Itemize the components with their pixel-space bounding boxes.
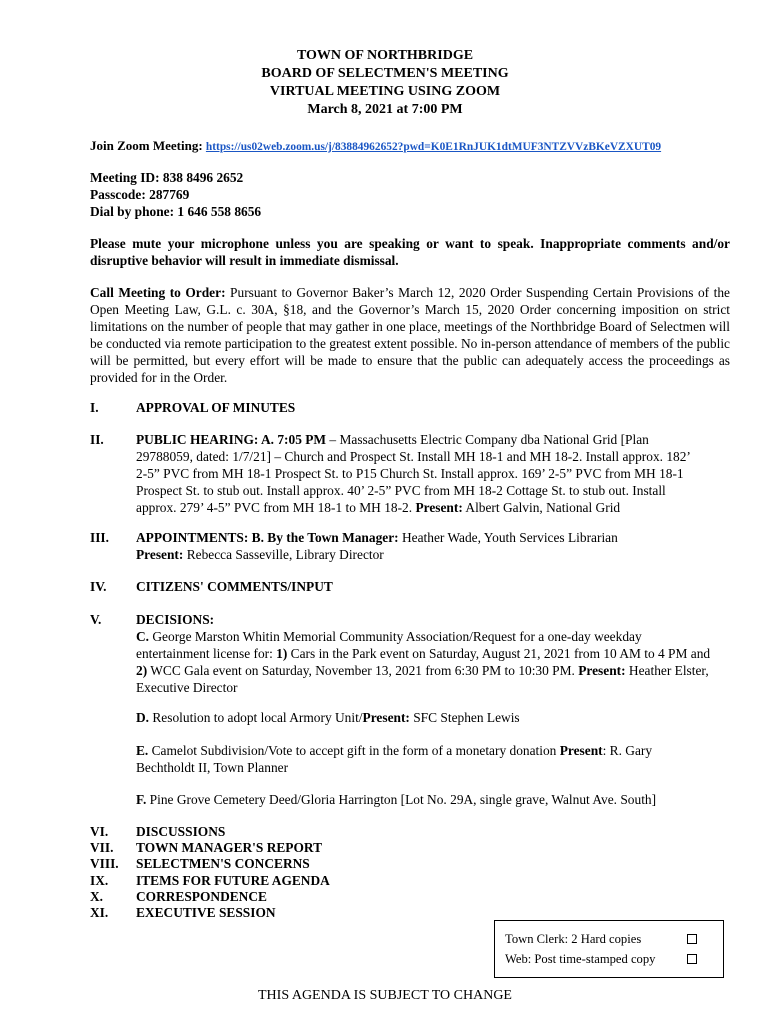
decision-f (136, 791, 756, 808)
decision-d-label: D. (136, 710, 150, 725)
public-hearing-title: PUBLIC HEARING: A. 7:05 PM (136, 432, 327, 447)
town-title: TOWN OF NORTHBRIDGE (296, 48, 474, 63)
appointments-text: Heather Wade, Youth Services Librarian (398, 530, 618, 545)
appointments-title: APPOINTMENTS: B. By the Town Manager: (136, 530, 399, 545)
appointments-present-label: Present: (136, 547, 184, 562)
appointments-line (136, 529, 736, 546)
item-title-citizens-comments: CITIZENS' COMMENTS/INPUT (136, 579, 333, 594)
decision-e-present: : R. Gary Bechtholdt II, Town Planner (136, 743, 653, 775)
item-title-executive-session: EXECUTIVE SESSION (136, 905, 276, 920)
item-number-vii: VII. (90, 840, 114, 855)
decision-c-present-label: Present: (578, 663, 626, 678)
decision-d-text: Resolution to adopt local Armory Unit/ (149, 710, 363, 725)
item-title-future-agenda: ITEMS FOR FUTURE AGENDA (136, 873, 330, 888)
zoom-join-label: Join Zoom Meeting: (90, 138, 203, 153)
item-number-ix: IX. (90, 873, 109, 888)
decision-f-text: Pine Grove Cemetery Deed/Gloria Harrington [Lot No. 29A, single grave, Walnut Ave. South] (146, 792, 657, 807)
hard-copies-checkbox[interactable] (687, 934, 697, 944)
appointments-present: Rebecca Sasseville, Library Director (183, 547, 384, 562)
decision-e (136, 742, 696, 776)
dial-in: Dial by phone: 1 646 558 8656 (90, 204, 262, 219)
item-title-town-manager-report: TOWN MANAGER'S REPORT (136, 840, 323, 855)
appointments-present-line (136, 546, 736, 563)
decision-c-text3: WCC Gala event on Saturday, November 13, 2021 from 6:30 PM to 10:30 PM. (147, 663, 579, 678)
meeting-format: VIRTUAL MEETING USING ZOOM (269, 84, 501, 99)
item-appointments (136, 529, 736, 563)
clerk-hard-copies-label: Town Clerk: 2 Hard copies (505, 932, 642, 946)
decision-c-text1: George Marston Whitin Memorial Community Association/Request for a one-day weekday entertainment license for: (136, 629, 642, 661)
decision-c-text2: Cars in the Park event on Saturday, August 21, 2021 from 10 AM to 4 PM and (287, 646, 711, 661)
item-number-vi: VI. (90, 824, 109, 839)
meeting-title: BOARD OF SELECTMEN'S MEETING (261, 66, 509, 81)
item-number-iii: III. (90, 530, 109, 545)
public-hearing-text: – Massachusetts Electric Company dba National Grid [Plan 29788059, dated: 1/7/21] – Church and Prospect St. Install MH 18-1 and MH 18-2. Install approx. 182’ 2-5” PVC from MH 18-1 Prospect St. to P15 Church St. Install approx. 169’ 2-5” PVC from MH 18-1 Prospect St. to stub out. Install approx. 40’ 2-5” PVC from MH 18-2 Cottage St. to stub out. Install approx. 279’ 4-5” PVC from MH 18-1 to MH 18-2. (136, 432, 690, 515)
decision-c-1: 1) (276, 646, 288, 661)
web-post-checkbox[interactable] (687, 954, 697, 964)
meeting-date: March 8, 2021 at 7:00 PM (307, 102, 463, 117)
item-number-iv: IV. (90, 579, 107, 594)
clerk-box-row-hard-copies (505, 930, 713, 948)
call-to-order-label: Call Meeting to Order: (90, 285, 226, 300)
decision-c-2: 2) (136, 663, 148, 678)
call-to-order-text: Pursuant to Governor Baker’s March 12, 2020 Order Suspending Certain Provisions of the Open Meeting Law, G.L. c. 30A, §18, and the Governor’s March 15, 2020 Order concerning imposition on strict limitations on the number of people that may gather in one place, meetings of the Northbridge Board of Selectmen will be conducted via remote participation to the greatest extent possible. No in-person attendance of members of the public will be permitted, but every effort will be made to ensure that the public can adequately access the proceedings as provided for in the Order. (90, 285, 730, 385)
item-title-selectmen-concerns: SELECTMEN'S CONCERNS (136, 856, 310, 871)
item-number-ii: II. (90, 432, 104, 447)
clerk-box-row-web (505, 950, 713, 968)
meeting-id: Meeting ID: 838 8496 2652 (90, 170, 244, 185)
item-number-i: I. (90, 400, 99, 415)
clerk-web-label: Web: Post time-stamped copy (505, 952, 656, 966)
decision-c-label: C. (136, 629, 150, 644)
mute-notice: Please mute your microphone unless you are speaking or want to speak. Inappropriate comments and/or disruptive behavior will result in immediate dismissal. (90, 236, 730, 268)
item-number-xi: XI. (90, 905, 109, 920)
agenda-change-notice: THIS AGENDA IS SUBJECT TO CHANGE (258, 988, 512, 1003)
decision-e-text: Camelot Subdivision/Vote to accept gift in the form of a monetary donation (148, 743, 560, 758)
item-title-correspondence: CORRESPONDENCE (136, 889, 267, 904)
item-public-hearing (136, 431, 696, 516)
passcode: Passcode: 287769 (90, 187, 190, 202)
item-number-viii: VIII. (90, 856, 119, 871)
public-hearing-present-label: Present: (415, 500, 463, 515)
item-title-decisions: DECISIONS: (136, 612, 215, 627)
decision-c (136, 628, 718, 696)
town-clerk-box (494, 920, 724, 978)
decision-f-label: F. (136, 792, 147, 807)
call-to-order (90, 284, 730, 386)
zoom-link[interactable]: https://us02web.zoom.us/j/83884962652?pwd=K0E1RnJUK1dtMUF3NTZVVzBKeVZXUT09 (205, 141, 662, 153)
item-title-discussions: DISCUSSIONS (136, 824, 226, 839)
item-number-x: X. (90, 889, 104, 904)
public-hearing-present: Albert Galvin, National Grid (462, 500, 621, 515)
decision-d (136, 709, 736, 726)
decision-c-present: Heather Elster, Executive Director (136, 663, 709, 695)
decision-d-present-label: Present: (362, 710, 410, 725)
decision-e-present-label: Present (559, 743, 603, 758)
decision-e-label: E. (136, 743, 149, 758)
item-title-approval-of-minutes: APPROVAL OF MINUTES (136, 400, 296, 415)
zoom-join-line (90, 137, 661, 156)
item-number-v: V. (90, 612, 102, 627)
decision-d-present: SFC Stephen Lewis (409, 710, 520, 725)
